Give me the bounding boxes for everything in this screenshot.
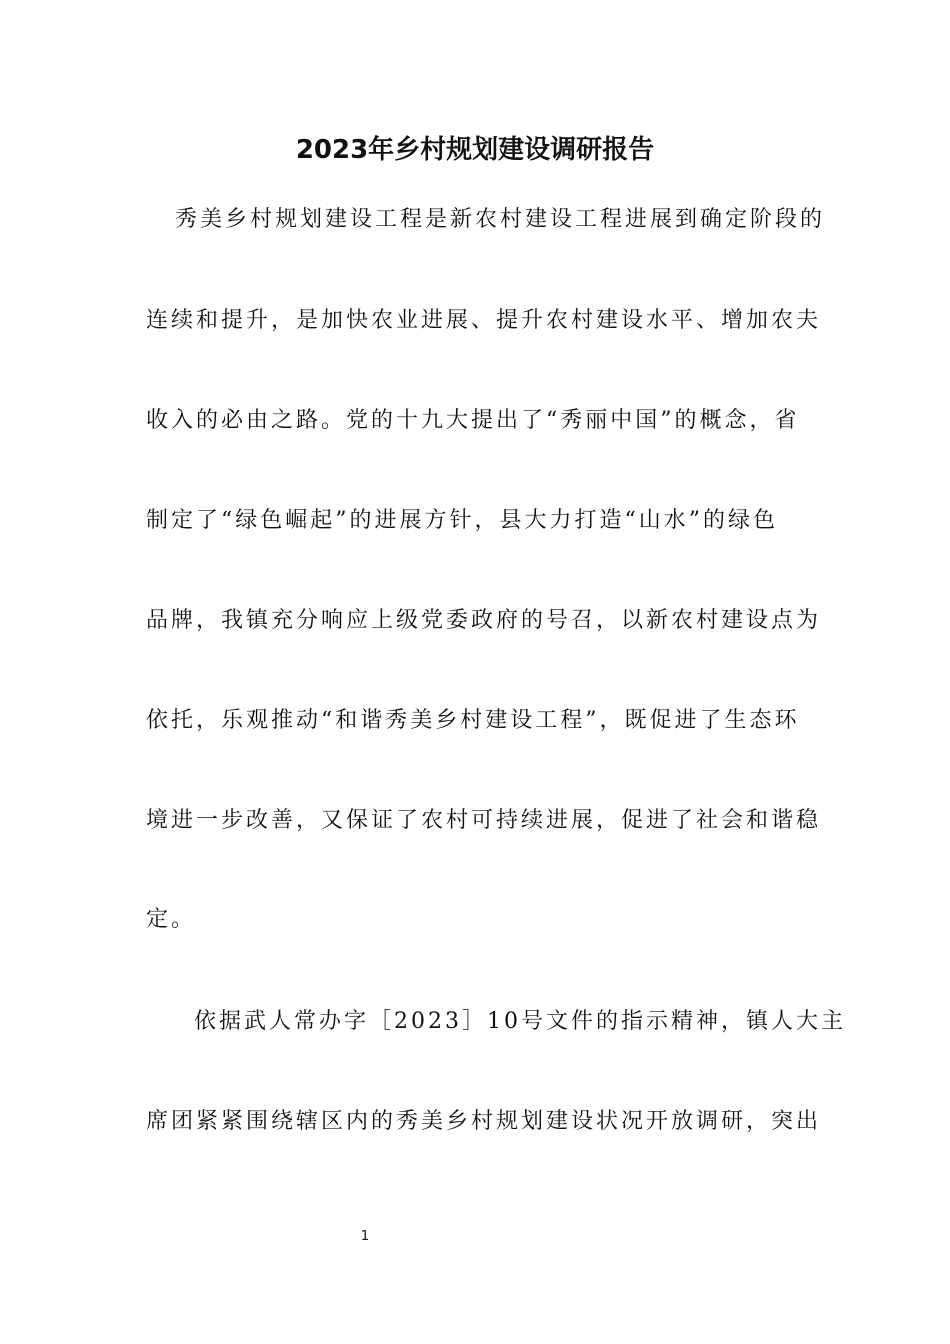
paragraph-line: 席团紧紧围绕辖区内的秀美乡村规划建设状况开放调研，突出 xyxy=(146,1109,822,1134)
paragraph-line: 秀美乡村规划建设工程是新农村建设工程进展到确定阶段的 xyxy=(175,207,826,232)
paragraph-line: 品牌，我镇充分响应上级党委政府的号召，以新农村建设点为 xyxy=(146,608,822,633)
paragraph-line: 收入的必由之路。党的十九大提出了“秀丽中国”的概念，省 xyxy=(146,408,800,433)
paragraph-line: 定。 xyxy=(146,907,197,932)
document-title: 2023年乡村规划建设调研报告 xyxy=(295,135,655,165)
paragraph-line: 依据武人常办字［2023］10号文件的指示精神，镇人大主 xyxy=(194,1009,846,1034)
paragraph-line: 连续和提升，是加快农业进展、提升农村建设水平、增加农夫 xyxy=(146,308,822,333)
page-number: 1 xyxy=(360,1229,370,1244)
paragraph-line: 境进一步改善，又保证了农村可持续进展，促进了社会和谐稳 xyxy=(146,808,822,833)
paragraph-line: 依托，乐观推动“和谐秀美乡村建设工程”，既促进了生态环 xyxy=(146,708,800,733)
paragraph-line: 制定了“绿色崛起”的进展方针，县大力打造“山水”的绿色 xyxy=(146,508,778,533)
